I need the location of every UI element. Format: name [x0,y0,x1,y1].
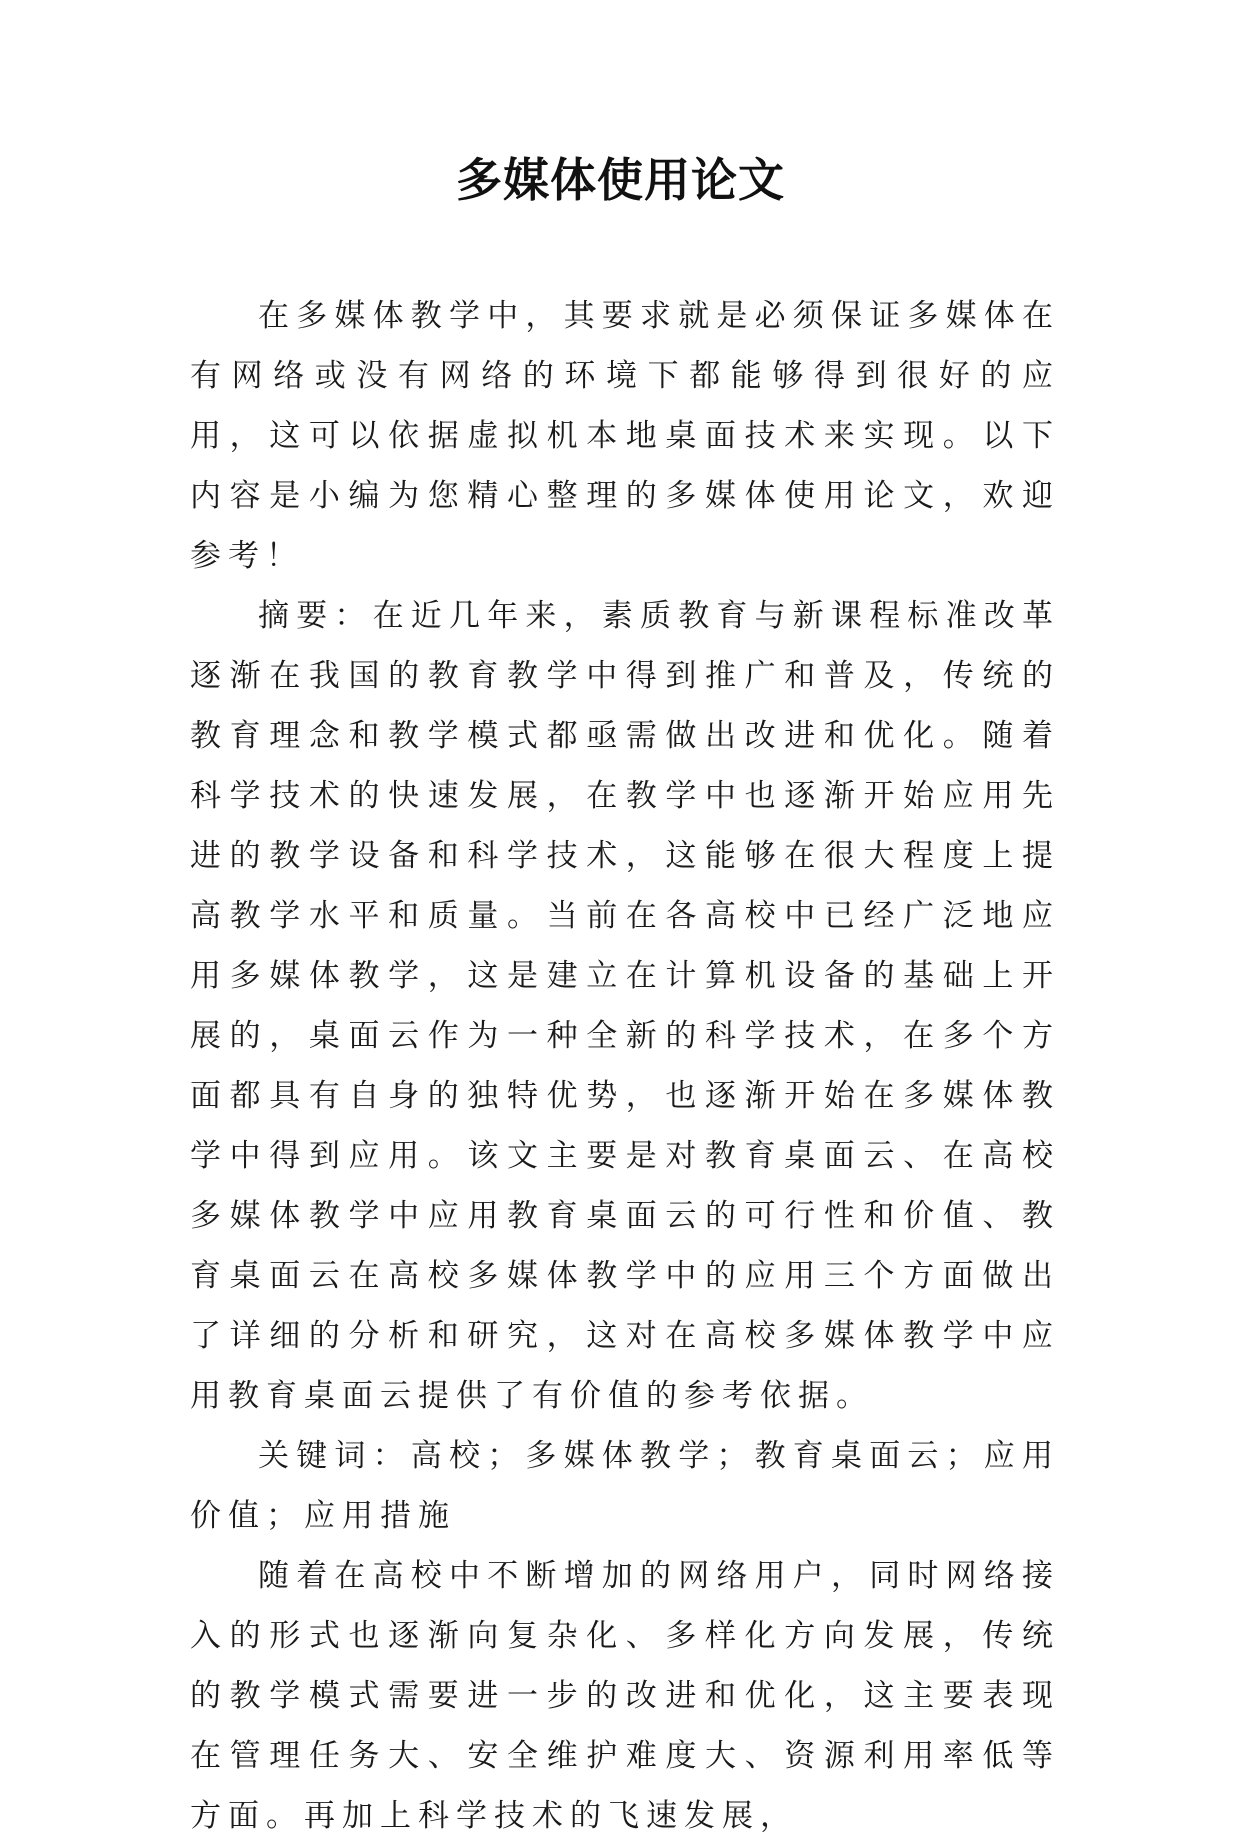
document-title: 多媒体使用论文 [456,153,785,207]
body-paragraph: 随着在高校中不断增加的网络用户，同时网络接入的形式也逐渐向复杂化、多样化方向发展，传统的教学模式需要进一步的改进和优化，这主要表现在管理任务大、安全维护难度大、资源利用率低等方面。再加上科学技术的飞速发展， [190,1558,1060,1834]
abstract-paragraph: 摘要：在近几年来，素质教育与新课程标准改革逐渐在我国的教育教学中得到推广和普及，传统的教育理念和教学模式都亟需做出改进和优化。随着科学技术的快速发展，在教学中也逐渐开始应用先进的教学设备和科学技术，这能够在很大程度上提高教学水平和质量。当前在各高校中已经广泛地应用多媒体教学，这是建立在计算机设备的基础上开展的，桌面云作为一种全新的科学技术，在多个方面都具有自身的独特优势，也逐渐开始在多媒体教学中得到应用。该文主要是对教育桌面云、在高校多媒体教学中应用教育桌面云的可行性和价值、教育桌面云在高校多媒体教学中的应用三个方面做出了详细的分析和研究，这对在高校多媒体教学中应用教育桌面云提供了有价值的参考依据。 [190,598,1060,1414]
document-body [190,286,1060,1846]
keywords-paragraph: 关键词：高校；多媒体教学；教育桌面云；应用价值；应用措施 [190,1438,1060,1534]
intro-paragraph: 在多媒体教学中，其要求就是必须保证多媒体在有网络或没有网络的环境下都能够得到很好的应用，这可以依据虚拟机本地桌面技术来实现。以下内容是小编为您精心整理的多媒体使用论文，欢迎参考！ [190,298,1060,574]
